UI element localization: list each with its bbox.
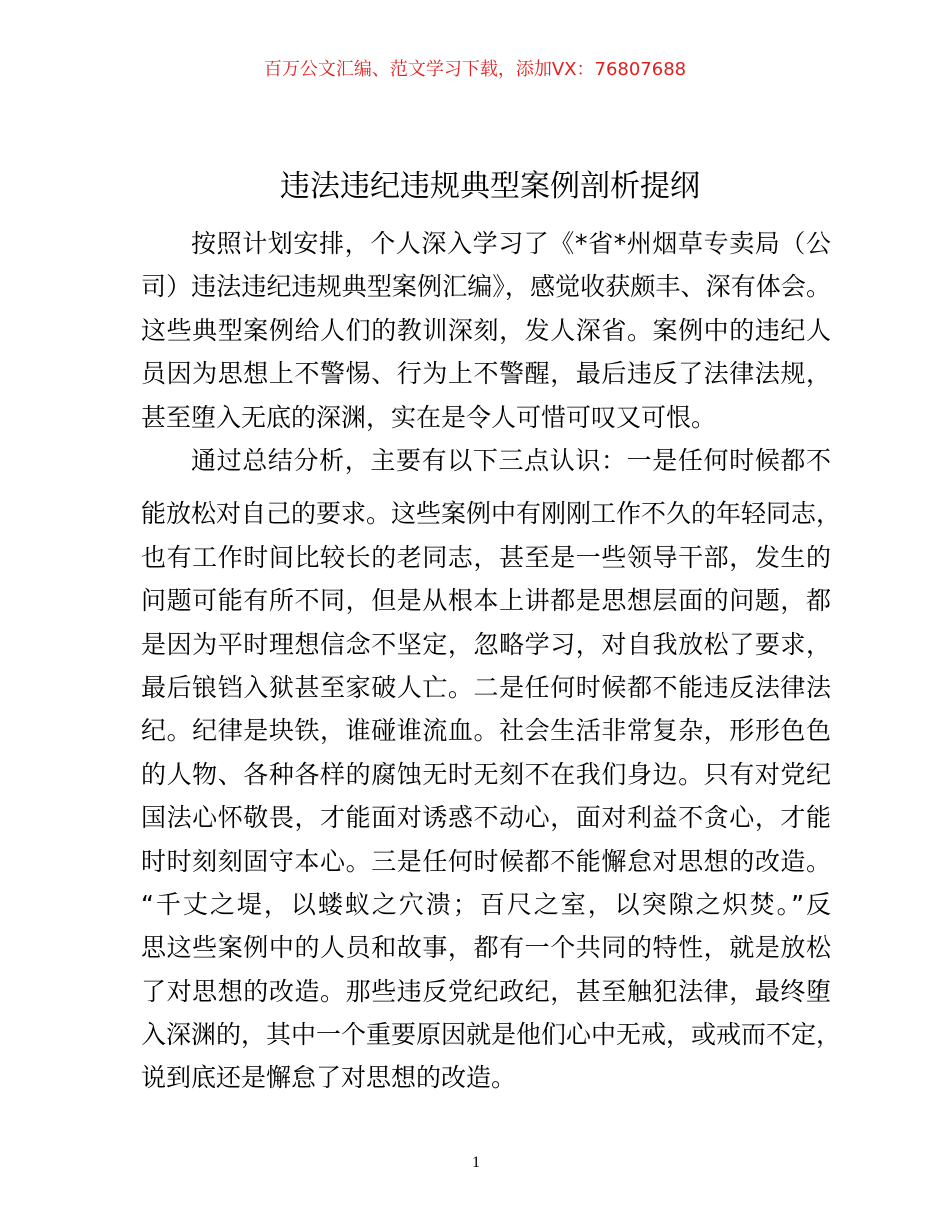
text-line: 说到底还是懈怠了对思想的改造。 — [141, 1063, 517, 1093]
document-title: 违法违纪违规典型案例剖析提纲 — [280, 169, 700, 204]
paragraph-2 — [141, 439, 842, 1100]
text-line: 问题可能有所不同，但是从根本上讲都是思想层面的问题，都 — [141, 586, 831, 616]
text-line: 甚至堕入无底的深渊，实在是令人可惜可叹又可恨。 — [141, 402, 717, 432]
paragraph-1 — [141, 222, 831, 439]
text-line: 能放松对自己的要求。这些案例中有刚刚工作不久的年轻同志， — [141, 499, 842, 529]
text-line: 了对思想的改造。那些违反党纪政纪，甚至触犯法律，最终堕 — [141, 976, 831, 1006]
text-line: 也有工作时间比较长的老同志，甚至是一些领导干部，发生的 — [141, 542, 831, 572]
text-line: 通过总结分析，主要有以下三点认识：一是任何时候都不 — [191, 446, 831, 475]
text-line: 按照计划安排，个人深入学习了《*省*州烟草专卖局（公 — [191, 229, 831, 258]
watermark-header: 百万公文汇编、范文学习下载，添加VX：76807688 — [263, 59, 687, 80]
text-line: 国法心怀敬畏，才能面对诱惑不动心，面对利益不贪心，才能 — [141, 803, 831, 833]
text-line: 思这些案例中的人员和故事，都有一个共同的特性，就是放松 — [141, 933, 831, 963]
text-line: 司）违法违纪违规典型案例汇编》，感觉收获颇丰、深有体会。 — [141, 272, 831, 302]
page-number: 1 — [472, 1154, 480, 1171]
text-line: 入深渊的，其中一个重要原因就是他们心中无戒，或戒而不定， — [141, 1020, 842, 1050]
text-line: 最后锒铛入狱甚至家破人亡。二是任何时候都不能违反法律法 — [141, 672, 831, 702]
text-line: 是因为平时理想信念不坚定，忽略学习，对自我放松了要求， — [141, 629, 831, 659]
text-line: “千丈之堤，以蝼蚁之穴溃；百尺之室，以突隙之炽焚。”反 — [141, 889, 831, 919]
text-line: 这些典型案例给人们的教训深刻，发人深省。案例中的违纪人 — [141, 315, 831, 345]
text-line: 的人物、各种各样的腐蚀无时无刻不在我们身边。只有对党纪 — [141, 759, 831, 789]
text-line: 时时刻刻固守本心。三是任何时候都不能懈怠对思想的改造。 — [141, 846, 831, 876]
text-line: 纪。纪律是块铁，谁碰谁流血。社会生活非常复杂，形形色色 — [141, 716, 831, 746]
text-line: 员因为思想上不警惕、行为上不警醒，最后违反了法律法规， — [141, 359, 831, 389]
